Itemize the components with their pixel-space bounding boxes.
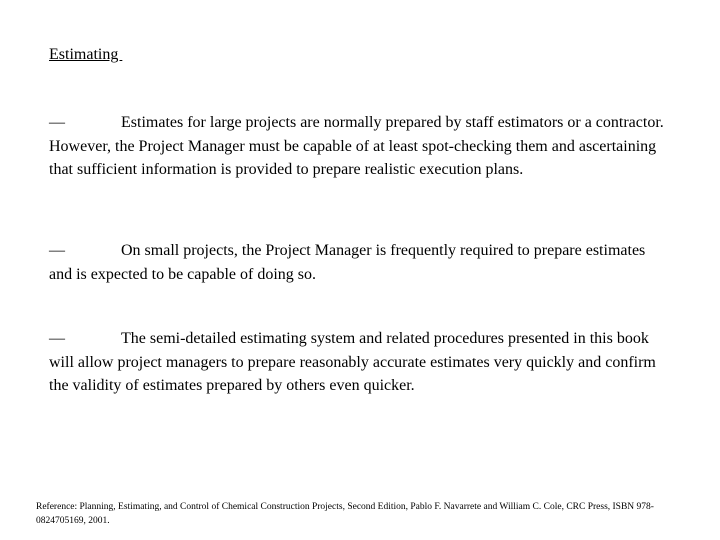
reference-footnote: Reference: Planning, Estimating, and Control of Chemical Construction Projects, Second Edition, Pablo F. Navarrete and William C. Cole, CRC Press, ISBN 978-0824705169, 2001. — [36, 502, 654, 526]
paragraph-small-projects — [49, 239, 669, 286]
paragraph-text: Estimates for large projects are normally prepared by staff estimators or a contractor. However, the Project Manager must be capable of at least spot-checking them and ascertaining that sufficient information is provided to prepare realistic execution plans. — [49, 114, 664, 178]
em-dash-marker: — — [49, 114, 65, 131]
page-title: Estimating — [49, 46, 123, 63]
paragraph-estimating-system — [49, 327, 669, 398]
paragraph-text: On small projects, the Project Manager is frequently required to prepare estimates and is expected to be capable of doing so. — [49, 242, 646, 283]
em-dash-marker: — — [49, 242, 65, 259]
paragraph-large-projects — [49, 111, 669, 182]
em-dash-marker: — — [49, 330, 65, 347]
paragraph-text: The semi-detailed estimating system and related procedures presented in this book will allow project managers to prepare reasonably accurate estimates very quickly and confirm the validity of estimates prepared by others even quicker. — [49, 330, 656, 394]
